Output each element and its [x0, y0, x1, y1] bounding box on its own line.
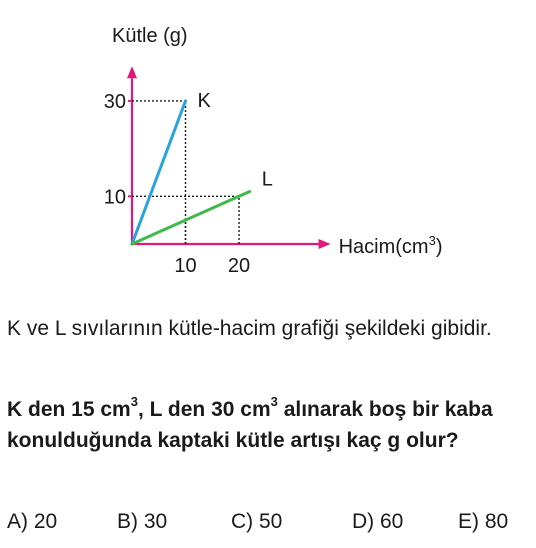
- chart-axes: [127, 66, 331, 249]
- choice-e[interactable]: E) 80: [458, 510, 509, 533]
- problem-question: [7, 394, 532, 456]
- x-axis-title: $Hacim(cm^3)$: [338, 233, 443, 258]
- question-sup-2: 3: [270, 394, 278, 409]
- y-axis-arrow: [127, 66, 137, 78]
- series-label-L: L: [261, 168, 273, 191]
- chart-labels: [104, 25, 443, 277]
- question-sup-1: 3: [130, 394, 138, 409]
- y-tick-label-1: 10: [103, 186, 126, 209]
- choice-b[interactable]: B) 30: [117, 510, 168, 533]
- data-series: [132, 101, 250, 244]
- y-axis-title: Kütle (g): [112, 25, 188, 47]
- y-tick-label-0: 30: [103, 90, 126, 113]
- answer-choices: [7, 507, 532, 539]
- series-label-K: K: [197, 89, 211, 112]
- question-part-1: K den 15 cm: [7, 398, 131, 421]
- choice-d[interactable]: D) 60: [352, 510, 404, 533]
- x-axis-arrow: [319, 239, 331, 249]
- choice-a[interactable]: A) 20: [7, 510, 58, 533]
- question-part-2: , L den 30 cm: [137, 398, 271, 421]
- choice-c[interactable]: C) 50: [231, 510, 283, 533]
- problem-intro: K ve L sıvılarının kütle-hacim grafiği şekildeki gibidir.: [7, 317, 492, 340]
- x-tick-label-1: 20: [227, 255, 251, 277]
- x-tick-label-0: 10: [174, 255, 197, 277]
- guide-lines: [132, 101, 239, 244]
- question-part-3: alınarak boş bir kaba konulduğunda kaptaki kütle artışı kaç g olur?: [7, 398, 493, 452]
